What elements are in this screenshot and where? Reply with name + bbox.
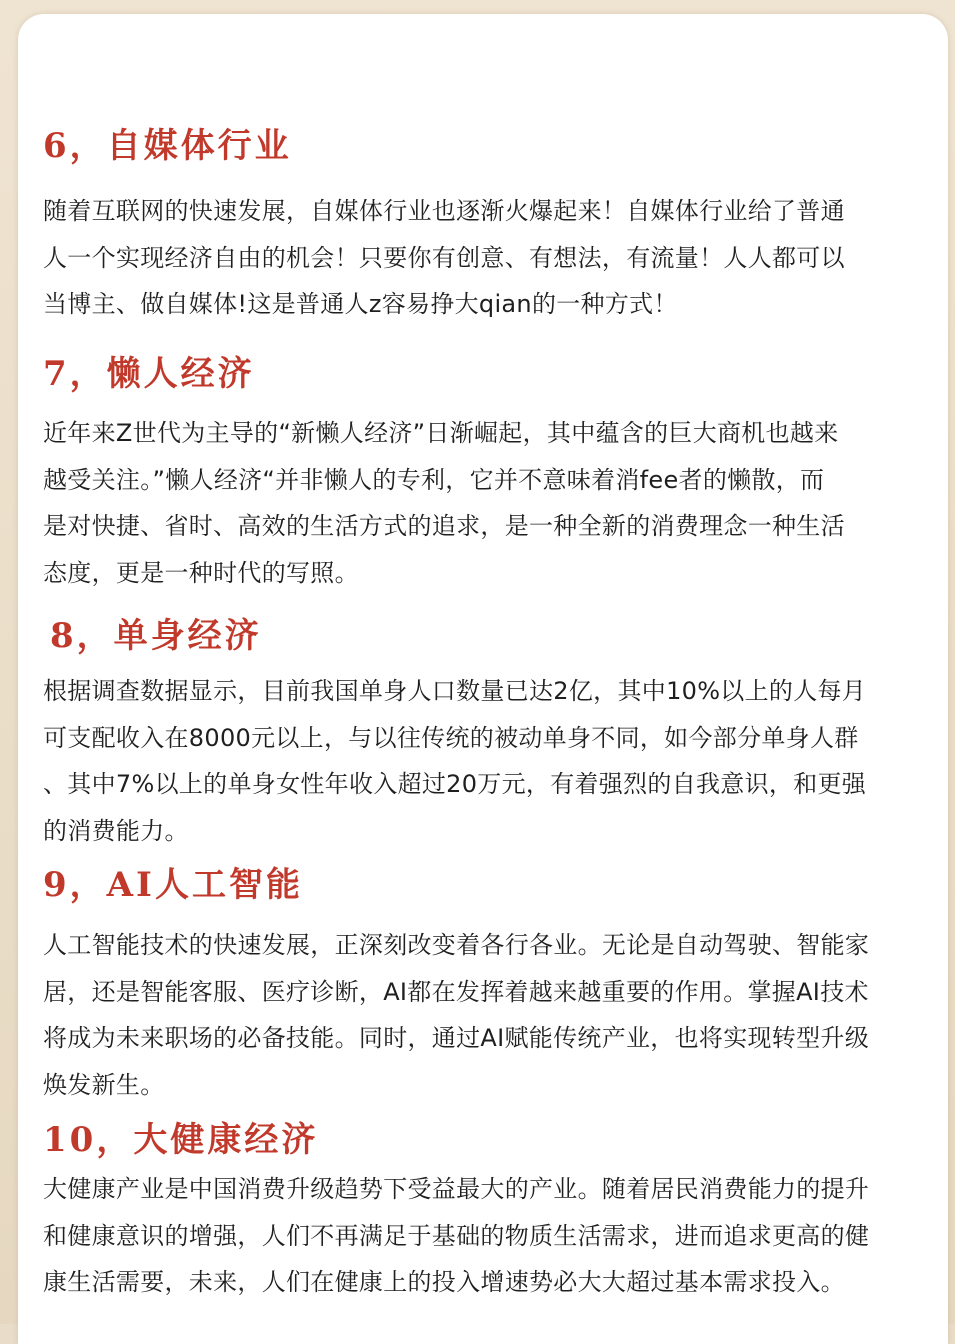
body-line: 可支配收入在8000元以上，与以往传统的被动单身不同，如今部分单身人群 (43, 723, 859, 752)
section-heading-9: 9，AI人工智能 (43, 865, 303, 905)
body-line: 大健康产业是中国消费升级趋势下受益最大的产业。随着居民消费能力的提升 (43, 1175, 870, 1203)
body-line: 的消费能力。 (43, 816, 189, 845)
section-body-8 (43, 668, 948, 854)
body-line: 是对快捷、省时、高效的生活方式的追求，是一种全新的消费理念一种生活 (43, 512, 845, 540)
body-line: 人工智能技术的快速发展，正深刻改变着各行各业。无论是自动驾驶、智能家 (43, 931, 870, 959)
section-heading-6: 6，自媒体行业 (43, 126, 292, 166)
section-heading-7: 7，懒人经济 (43, 354, 255, 394)
body-line: 焕发新生。 (43, 1070, 165, 1099)
section-body-9 (43, 922, 948, 1108)
section-heading-8: 8，单身经济 (50, 616, 262, 656)
body-line: 居，还是智能客服、医疗诊断，AI都在发挥着越来越重要的作用。掌握AI技术 (43, 977, 869, 1006)
body-line: 当博主、做自媒体!这是普通人z容易挣大qian的一种方式！ (43, 290, 678, 318)
body-line: 将成为未来职场的必备技能。同时，通过AI赋能传统产业，也将实现转型升级 (43, 1024, 869, 1052)
section-body-7 (43, 410, 948, 596)
body-line: 随着互联网的快速发展，自媒体行业也逐渐火爆起来！自媒体行业给了普通 (43, 197, 845, 225)
body-line: 态度，更是一种时代的写照。 (43, 558, 359, 587)
body-line: 越受关注。”懒人经济“并非懒人的专利，它并不意味着消fee者的懒散，而 (43, 465, 825, 494)
section-body-10 (43, 1166, 948, 1306)
body-line: 人一个实现经济自由的机会！只要你有创意、有想法，有流量！人人都可以 (43, 243, 845, 272)
body-line: 根据调查数据显示，目前我国单身人口数量已达2亿，其中10%以上的人每月 (43, 677, 867, 705)
body-line: 近年来Z世代为主导的“新懒人经济”日渐崛起，其中蕴含的巨大商机也越来 (43, 419, 839, 447)
body-line: 康生活需要，未来，人们在健康上的投入增速势必大大超过基本需求投入。 (43, 1268, 845, 1296)
body-line: 和健康意识的增强，人们不再满足于基础的物质生活需求，进而追求更高的健 (43, 1221, 870, 1250)
section-body-6 (43, 188, 948, 328)
body-line: 、其中7%以上的单身女性年收入超过20万元，有着强烈的自我意识，和更强 (43, 770, 867, 798)
section-heading-10: 10，大健康经济 (43, 1120, 319, 1160)
